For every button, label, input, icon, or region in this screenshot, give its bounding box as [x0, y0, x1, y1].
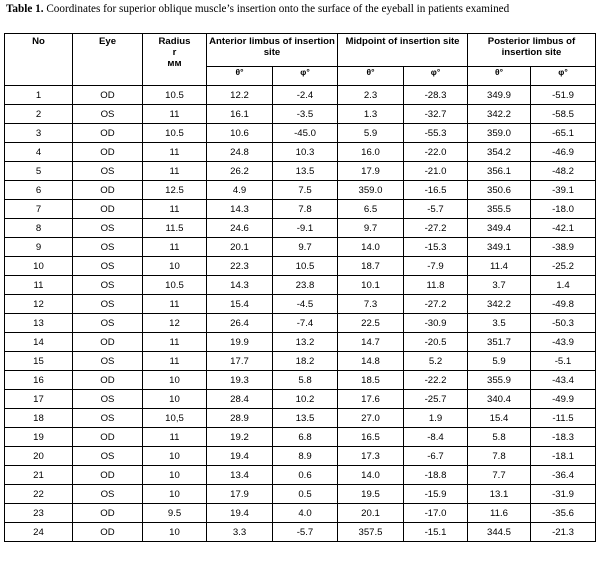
header-radius-line3: мм [167, 58, 182, 69]
cell-midpoint-theta: 19.5 [338, 485, 404, 504]
cell-posterior-theta: 11.4 [468, 257, 531, 276]
cell-no: 14 [5, 333, 73, 352]
table-row [5, 485, 596, 504]
cell-posterior-theta: 3.5 [468, 314, 531, 333]
table-row [5, 295, 596, 314]
cell-no: 13 [5, 314, 73, 333]
cell-anterior-theta: 17.9 [207, 485, 273, 504]
cell-no: 23 [5, 504, 73, 523]
cell-posterior-phi: -5.1 [531, 352, 596, 371]
cell-posterior-phi: -11.5 [531, 409, 596, 428]
cell-anterior-phi: 4.0 [273, 504, 338, 523]
header-radius-line2: r [172, 47, 177, 58]
cell-posterior-phi: -58.5 [531, 105, 596, 124]
table-row [5, 105, 596, 124]
cell-anterior-phi: 0.5 [273, 485, 338, 504]
cell-midpoint-phi: -55.3 [404, 124, 468, 143]
cell-no: 20 [5, 447, 73, 466]
cell-anterior-phi: 8.9 [273, 447, 338, 466]
cell-posterior-phi: -43.4 [531, 371, 596, 390]
cell-midpoint-phi: 5.2 [404, 352, 468, 371]
table-row [5, 333, 596, 352]
cell-radius: 10 [143, 466, 207, 485]
cell-anterior-phi: 6.8 [273, 428, 338, 447]
cell-posterior-phi: -49.9 [531, 390, 596, 409]
cell-anterior-theta: 13.4 [207, 466, 273, 485]
cell-no: 1 [5, 86, 73, 105]
cell-no: 11 [5, 276, 73, 295]
table-row [5, 181, 596, 200]
cell-no: 4 [5, 143, 73, 162]
table-row [5, 314, 596, 333]
cell-anterior-theta: 26.4 [207, 314, 273, 333]
table-row [5, 124, 596, 143]
cell-anterior-phi: -7.4 [273, 314, 338, 333]
cell-eye: OD [73, 200, 143, 219]
cell-midpoint-theta: 7.3 [338, 295, 404, 314]
table-body [5, 86, 596, 542]
cell-posterior-phi: 1.4 [531, 276, 596, 295]
table-row [5, 447, 596, 466]
cell-no: 7 [5, 200, 73, 219]
cell-eye: OS [73, 105, 143, 124]
cell-anterior-theta: 22.3 [207, 257, 273, 276]
cell-midpoint-theta: 5.9 [338, 124, 404, 143]
cell-no: 22 [5, 485, 73, 504]
cell-midpoint-phi: -15.3 [404, 238, 468, 257]
cell-posterior-phi: -31.9 [531, 485, 596, 504]
cell-eye: OD [73, 504, 143, 523]
cell-posterior-phi: -49.8 [531, 295, 596, 314]
cell-no: 15 [5, 352, 73, 371]
cell-midpoint-phi: -17.0 [404, 504, 468, 523]
cell-radius: 10 [143, 371, 207, 390]
cell-midpoint-phi: -6.7 [404, 447, 468, 466]
coordinates-table [4, 33, 596, 542]
cell-posterior-phi: -35.6 [531, 504, 596, 523]
cell-posterior-phi: -48.2 [531, 162, 596, 181]
cell-posterior-phi: -65.1 [531, 124, 596, 143]
cell-anterior-theta: 16.1 [207, 105, 273, 124]
cell-posterior-theta: 342.2 [468, 295, 531, 314]
header-anterior: Anterior limbus of insertion site [207, 34, 338, 67]
cell-eye: OD [73, 333, 143, 352]
cell-anterior-phi: -4.5 [273, 295, 338, 314]
cell-posterior-theta: 355.9 [468, 371, 531, 390]
cell-eye: OS [73, 352, 143, 371]
cell-radius: 10 [143, 523, 207, 542]
cell-radius: 10 [143, 390, 207, 409]
cell-posterior-theta: 349.9 [468, 86, 531, 105]
cell-anterior-phi: -2.4 [273, 86, 338, 105]
cell-eye: OS [73, 276, 143, 295]
cell-anterior-theta: 17.7 [207, 352, 273, 371]
cell-midpoint-theta: 18.5 [338, 371, 404, 390]
cell-anterior-phi: 7.8 [273, 200, 338, 219]
cell-posterior-phi: -51.9 [531, 86, 596, 105]
cell-anterior-phi: -9.1 [273, 219, 338, 238]
header-midpoint: Midpoint of insertion site [338, 34, 468, 67]
cell-midpoint-phi: -27.2 [404, 219, 468, 238]
header-eye: Eye [73, 34, 143, 86]
cell-anterior-theta: 19.9 [207, 333, 273, 352]
cell-no: 8 [5, 219, 73, 238]
cell-radius: 10 [143, 447, 207, 466]
cell-posterior-theta: 7.7 [468, 466, 531, 485]
cell-no: 12 [5, 295, 73, 314]
cell-midpoint-theta: 14.0 [338, 466, 404, 485]
cell-midpoint-phi: -28.3 [404, 86, 468, 105]
cell-midpoint-theta: 2.3 [338, 86, 404, 105]
cell-no: 24 [5, 523, 73, 542]
cell-midpoint-theta: 17.6 [338, 390, 404, 409]
cell-posterior-theta: 349.1 [468, 238, 531, 257]
cell-eye: OS [73, 295, 143, 314]
table-row [5, 257, 596, 276]
cell-no: 3 [5, 124, 73, 143]
cell-posterior-phi: -36.4 [531, 466, 596, 485]
cell-radius: 10.5 [143, 124, 207, 143]
table-caption [6, 3, 509, 15]
cell-posterior-theta: 359.0 [468, 124, 531, 143]
cell-eye: OD [73, 181, 143, 200]
header-posterior-theta: θ° [468, 67, 531, 86]
cell-posterior-phi: -25.2 [531, 257, 596, 276]
cell-posterior-theta: 3.7 [468, 276, 531, 295]
cell-anterior-phi: -5.7 [273, 523, 338, 542]
cell-posterior-phi: -38.9 [531, 238, 596, 257]
cell-posterior-phi: -21.3 [531, 523, 596, 542]
cell-posterior-theta: 344.5 [468, 523, 531, 542]
cell-midpoint-phi: -8.4 [404, 428, 468, 447]
cell-anterior-phi: 9.7 [273, 238, 338, 257]
cell-posterior-phi: -18.0 [531, 200, 596, 219]
cell-eye: OS [73, 257, 143, 276]
table-row [5, 86, 596, 105]
cell-anterior-theta: 4.9 [207, 181, 273, 200]
header-posterior-phi: φ° [531, 67, 596, 86]
cell-radius: 10.5 [143, 86, 207, 105]
cell-midpoint-theta: 357.5 [338, 523, 404, 542]
header-anterior-theta: θ° [207, 67, 273, 86]
cell-midpoint-phi: -30.9 [404, 314, 468, 333]
cell-midpoint-theta: 1.3 [338, 105, 404, 124]
cell-anterior-theta: 20.1 [207, 238, 273, 257]
cell-radius: 11 [143, 105, 207, 124]
cell-posterior-theta: 354.2 [468, 143, 531, 162]
cell-radius: 11 [143, 295, 207, 314]
cell-anterior-theta: 14.3 [207, 276, 273, 295]
cell-eye: OS [73, 162, 143, 181]
cell-eye: OS [73, 238, 143, 257]
cell-midpoint-theta: 9.7 [338, 219, 404, 238]
cell-midpoint-phi: -22.2 [404, 371, 468, 390]
cell-anterior-theta: 19.4 [207, 447, 273, 466]
cell-anterior-phi: 5.8 [273, 371, 338, 390]
cell-no: 21 [5, 466, 73, 485]
header-no: No [5, 34, 73, 86]
table-row [5, 390, 596, 409]
cell-posterior-theta: 349.4 [468, 219, 531, 238]
table-caption-text: Coordinates for superior oblique muscle’s insertion onto the surface of the eyeball in patients examined [43, 3, 510, 15]
cell-no: 2 [5, 105, 73, 124]
table-row [5, 219, 596, 238]
table-row [5, 200, 596, 219]
cell-no: 10 [5, 257, 73, 276]
cell-radius: 11 [143, 238, 207, 257]
cell-anterior-theta: 19.3 [207, 371, 273, 390]
cell-midpoint-phi: -15.9 [404, 485, 468, 504]
cell-eye: OS [73, 390, 143, 409]
cell-midpoint-theta: 6.5 [338, 200, 404, 219]
cell-radius: 11 [143, 162, 207, 181]
cell-posterior-theta: 355.5 [468, 200, 531, 219]
cell-radius: 11 [143, 200, 207, 219]
cell-anterior-phi: -3.5 [273, 105, 338, 124]
cell-eye: OS [73, 409, 143, 428]
cell-midpoint-phi: -32.7 [404, 105, 468, 124]
cell-anterior-phi: 13.5 [273, 162, 338, 181]
cell-midpoint-theta: 16.5 [338, 428, 404, 447]
cell-midpoint-theta: 359.0 [338, 181, 404, 200]
cell-eye: OD [73, 86, 143, 105]
cell-midpoint-phi: 11.8 [404, 276, 468, 295]
cell-anterior-phi: 10.5 [273, 257, 338, 276]
cell-posterior-phi: -50.3 [531, 314, 596, 333]
cell-posterior-theta: 356.1 [468, 162, 531, 181]
cell-posterior-phi: -18.1 [531, 447, 596, 466]
table-row [5, 409, 596, 428]
cell-anterior-phi: 0.6 [273, 466, 338, 485]
cell-posterior-theta: 351.7 [468, 333, 531, 352]
cell-midpoint-phi: -5.7 [404, 200, 468, 219]
cell-anterior-theta: 15.4 [207, 295, 273, 314]
cell-midpoint-phi: -25.7 [404, 390, 468, 409]
cell-radius: 10 [143, 485, 207, 504]
cell-posterior-phi: -46.9 [531, 143, 596, 162]
cell-radius: 12.5 [143, 181, 207, 200]
cell-no: 5 [5, 162, 73, 181]
cell-eye: OS [73, 447, 143, 466]
cell-midpoint-theta: 17.3 [338, 447, 404, 466]
cell-no: 16 [5, 371, 73, 390]
cell-radius: 10 [143, 257, 207, 276]
cell-anterior-theta: 28.4 [207, 390, 273, 409]
cell-radius: 11 [143, 333, 207, 352]
cell-radius: 10.5 [143, 276, 207, 295]
cell-midpoint-theta: 14.7 [338, 333, 404, 352]
cell-anterior-theta: 24.8 [207, 143, 273, 162]
cell-eye: OS [73, 485, 143, 504]
cell-anterior-theta: 10.6 [207, 124, 273, 143]
cell-radius: 11 [143, 352, 207, 371]
header-midpoint-phi: φ° [404, 67, 468, 86]
cell-radius: 11.5 [143, 219, 207, 238]
cell-posterior-theta: 342.2 [468, 105, 531, 124]
cell-eye: OD [73, 466, 143, 485]
cell-eye: OD [73, 523, 143, 542]
cell-posterior-phi: -39.1 [531, 181, 596, 200]
cell-midpoint-phi: -18.8 [404, 466, 468, 485]
cell-no: 6 [5, 181, 73, 200]
cell-posterior-phi: -43.9 [531, 333, 596, 352]
table-row [5, 428, 596, 447]
cell-eye: OD [73, 143, 143, 162]
cell-anterior-theta: 3.3 [207, 523, 273, 542]
table-row [5, 371, 596, 390]
cell-eye: OS [73, 314, 143, 333]
cell-radius: 10,5 [143, 409, 207, 428]
table-row [5, 143, 596, 162]
cell-anterior-theta: 24.6 [207, 219, 273, 238]
table-row [5, 162, 596, 181]
cell-anterior-phi: 23.8 [273, 276, 338, 295]
header-midpoint-theta: θ° [338, 67, 404, 86]
table-row [5, 466, 596, 485]
cell-posterior-theta: 350.6 [468, 181, 531, 200]
cell-eye: OD [73, 428, 143, 447]
header-posterior: Posterior limbus of insertion site [468, 34, 596, 67]
cell-anterior-phi: 18.2 [273, 352, 338, 371]
cell-posterior-theta: 5.9 [468, 352, 531, 371]
cell-midpoint-phi: -7.9 [404, 257, 468, 276]
cell-posterior-phi: -42.1 [531, 219, 596, 238]
cell-anterior-phi: -45.0 [273, 124, 338, 143]
cell-no: 17 [5, 390, 73, 409]
cell-no: 19 [5, 428, 73, 447]
cell-midpoint-phi: -15.1 [404, 523, 468, 542]
cell-anterior-theta: 19.4 [207, 504, 273, 523]
cell-posterior-theta: 13.1 [468, 485, 531, 504]
header-radius-line1: Radius [158, 36, 191, 47]
cell-midpoint-theta: 14.0 [338, 238, 404, 257]
cell-midpoint-theta: 10.1 [338, 276, 404, 295]
table-row [5, 276, 596, 295]
cell-anterior-phi: 13.2 [273, 333, 338, 352]
cell-anterior-theta: 14.3 [207, 200, 273, 219]
header-radius [143, 34, 207, 86]
cell-midpoint-theta: 17.9 [338, 162, 404, 181]
cell-anterior-phi: 10.2 [273, 390, 338, 409]
cell-radius: 9.5 [143, 504, 207, 523]
cell-eye: OD [73, 371, 143, 390]
cell-midpoint-phi: -20.5 [404, 333, 468, 352]
table-row [5, 238, 596, 257]
cell-posterior-phi: -18.3 [531, 428, 596, 447]
cell-eye: OS [73, 219, 143, 238]
cell-midpoint-phi: -21.0 [404, 162, 468, 181]
cell-midpoint-theta: 20.1 [338, 504, 404, 523]
cell-midpoint-phi: 1.9 [404, 409, 468, 428]
cell-posterior-theta: 340.4 [468, 390, 531, 409]
table-row [5, 523, 596, 542]
cell-anterior-phi: 13.5 [273, 409, 338, 428]
header-anterior-phi: φ° [273, 67, 338, 86]
cell-posterior-theta: 5.8 [468, 428, 531, 447]
cell-midpoint-theta: 16.0 [338, 143, 404, 162]
table-row [5, 504, 596, 523]
cell-anterior-theta: 28.9 [207, 409, 273, 428]
cell-posterior-theta: 7.8 [468, 447, 531, 466]
cell-no: 18 [5, 409, 73, 428]
cell-anterior-phi: 10.3 [273, 143, 338, 162]
cell-radius: 12 [143, 314, 207, 333]
table-caption-label: Table 1. [6, 3, 44, 15]
cell-midpoint-phi: -27.2 [404, 295, 468, 314]
cell-eye: OD [73, 124, 143, 143]
cell-radius: 11 [143, 143, 207, 162]
cell-posterior-theta: 11.6 [468, 504, 531, 523]
cell-midpoint-phi: -16.5 [404, 181, 468, 200]
cell-posterior-theta: 15.4 [468, 409, 531, 428]
cell-midpoint-theta: 14.8 [338, 352, 404, 371]
cell-midpoint-phi: -22.0 [404, 143, 468, 162]
cell-anterior-theta: 26.2 [207, 162, 273, 181]
cell-midpoint-theta: 18.7 [338, 257, 404, 276]
cell-radius: 11 [143, 428, 207, 447]
cell-midpoint-theta: 22.5 [338, 314, 404, 333]
table-row [5, 352, 596, 371]
cell-anterior-phi: 7.5 [273, 181, 338, 200]
cell-midpoint-theta: 27.0 [338, 409, 404, 428]
cell-no: 9 [5, 238, 73, 257]
cell-anterior-theta: 12.2 [207, 86, 273, 105]
cell-anterior-theta: 19.2 [207, 428, 273, 447]
